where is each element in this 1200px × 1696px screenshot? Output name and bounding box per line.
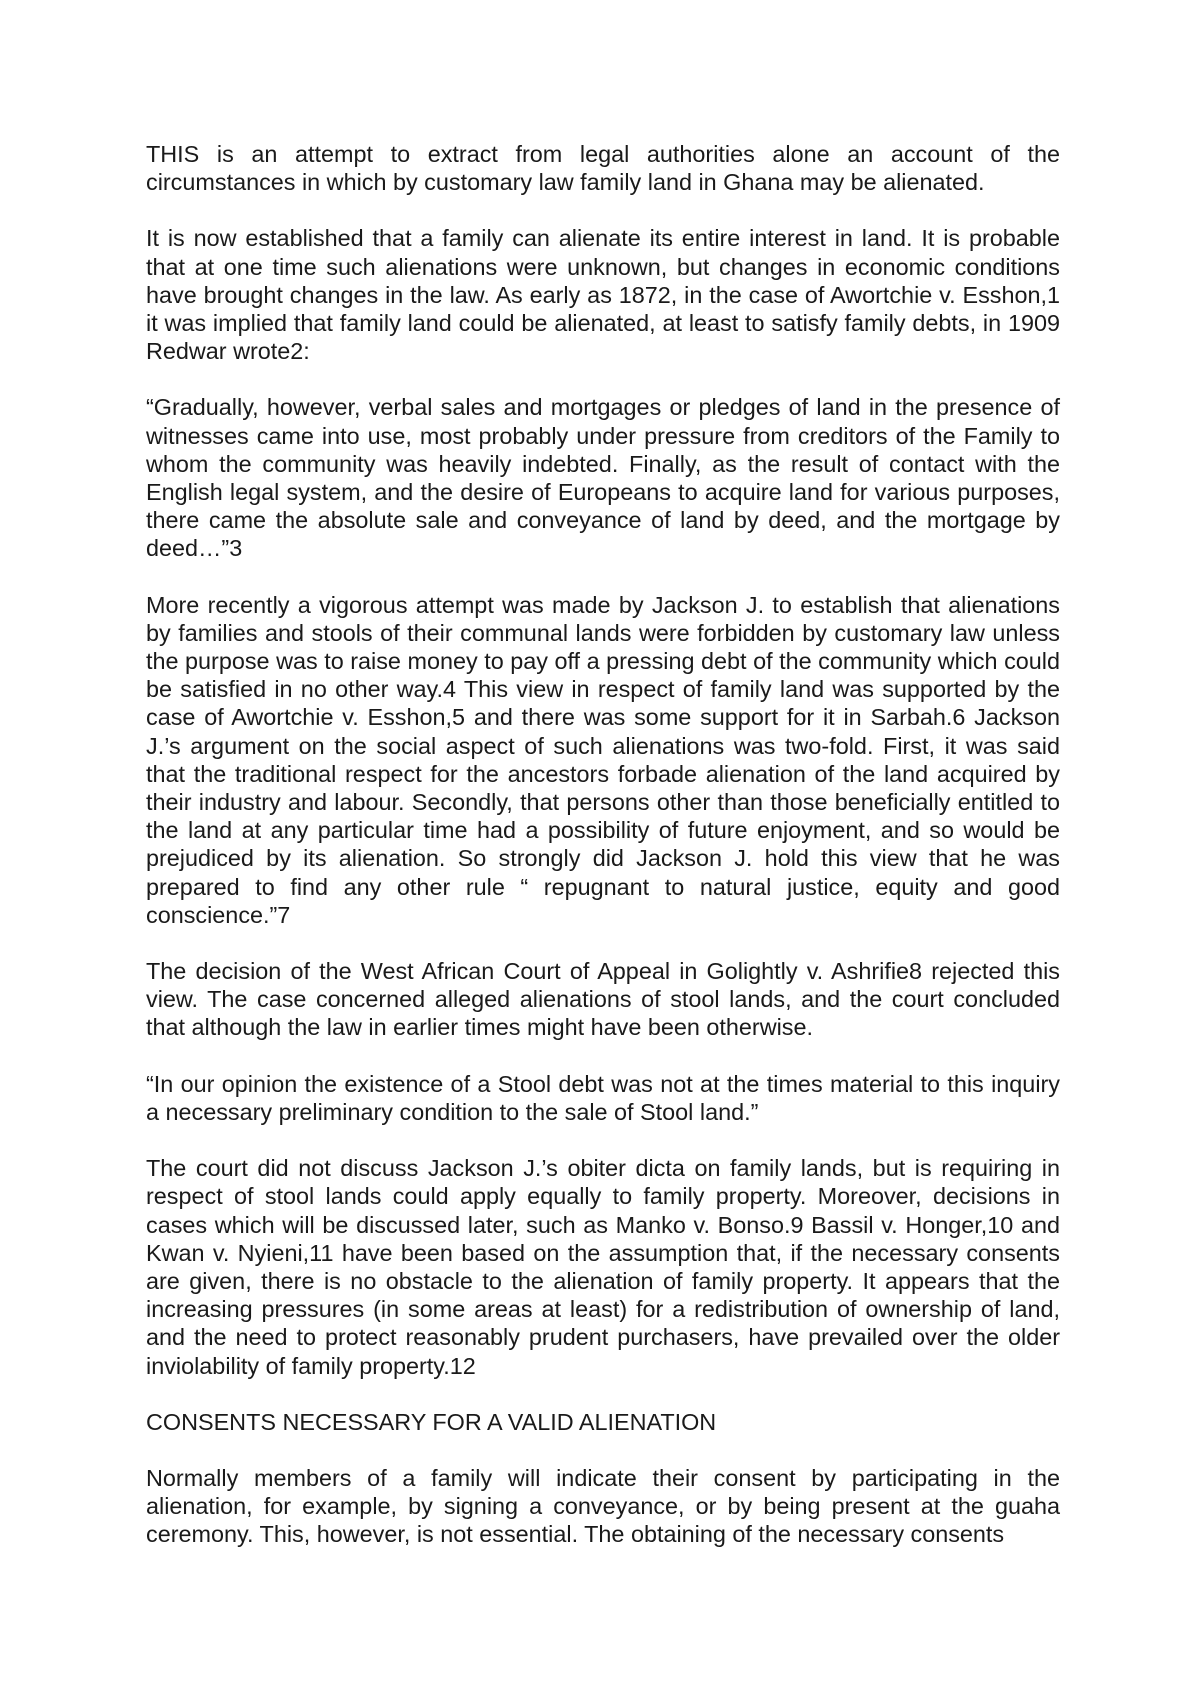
- document-page: [146, 140, 1060, 1577]
- paragraph-court-discussion: The court did not discuss Jackson J.’s obiter dicta on family lands, but is requiring in respect of stool lands could apply equally to family property. Moreover, decisions in cases which will be discussed later, such as Manko v. Bonso.9 Bassil v. Honger,10 and Kwan v. Nyieni,11 have been based on the assumption that, if the necessary consents are given, there is no obstacle to the alienation of family property. It appears that the increasing pressures (in some areas at least) for a redistribution of ownership of land, and the need to protect reasonably prudent purchasers, have prevailed over the older inviolability of family property.12: [146, 1155, 1060, 1379]
- paragraph-golightly-decision: The decision of the West African Court of Appeal in Golightly v. Ashrifie8 rejected this view. The case concerned alleged alienations of stool lands, and the court concluded that although the law in earlier times might have been otherwise.: [146, 958, 1060, 1041]
- paragraph-jackson-argument: More recently a vigorous attempt was made by Jackson J. to establish that alienations by families and stools of their communal lands were forbidden by customary law unless the purpose was to raise money to pay off a pressing debt of the community which could be satisfied in no other way.4 This view in respect of family land was supported by the case of Awortchie v. Esshon,5 and there was some support for it in Sarbah.6 Jackson J.’s argument on the social aspect of such alienations was two-fold. First, it was said that the traditional respect for the ancestors forbade alienation of the land acquired by their industry and labour. Secondly, that persons other than those beneficially entitled to the land at any particular time had a possibility of future enjoyment, and so would be prejudiced by its alienation. So strongly did Jackson J. hold this view that he was prepared to find any other rule “ repugnant to natural justice, equity and good conscience.”7: [146, 591, 1060, 928]
- paragraph-intro: THIS is an attempt to extract from legal authorities alone an account of the circumstances in which by customary law family land in Ghana may be alienated.: [146, 141, 1060, 196]
- paragraph-consents: Normally members of a family will indicate their consent by participating in the alienation, for example, by signing a conveyance, or by being present at the guaha ceremony. This, however, is not essential. The obtaining of the necessary consents: [146, 1464, 1060, 1548]
- paragraph-alienation-established: It is now established that a family can alienate its entire interest in land. It is probable that at one time such alienations were unknown, but changes in economic conditions have brought changes in the law. As early as 1872, in the case of Awortchie v. Esshon,1 it was implied that family land could be alienated, at least to satisfy family debts, in 1909 Redwar wrote2:: [146, 225, 1060, 365]
- quotation-redwar: “Gradually, however, verbal sales and mortgages or pledges of land in the presence of witnesses came into use, most probably under pressure from creditors of the Family to whom the community was heavily indebted. Finally, as the result of contact with the English legal system, and the desire of Europeans to acquire land for various purposes, there came the absolute sale and conveyance of land by deed, and the mortgage by deed…”3: [146, 394, 1060, 562]
- section-heading: CONSENTS NECESSARY FOR A VALID ALIENATION: [146, 1408, 717, 1435]
- quotation-court-opinion: “In our opinion the existence of a Stool debt was not at the times material to this inquiry a necessary preliminary condition to the sale of Stool land.”: [146, 1070, 1060, 1125]
